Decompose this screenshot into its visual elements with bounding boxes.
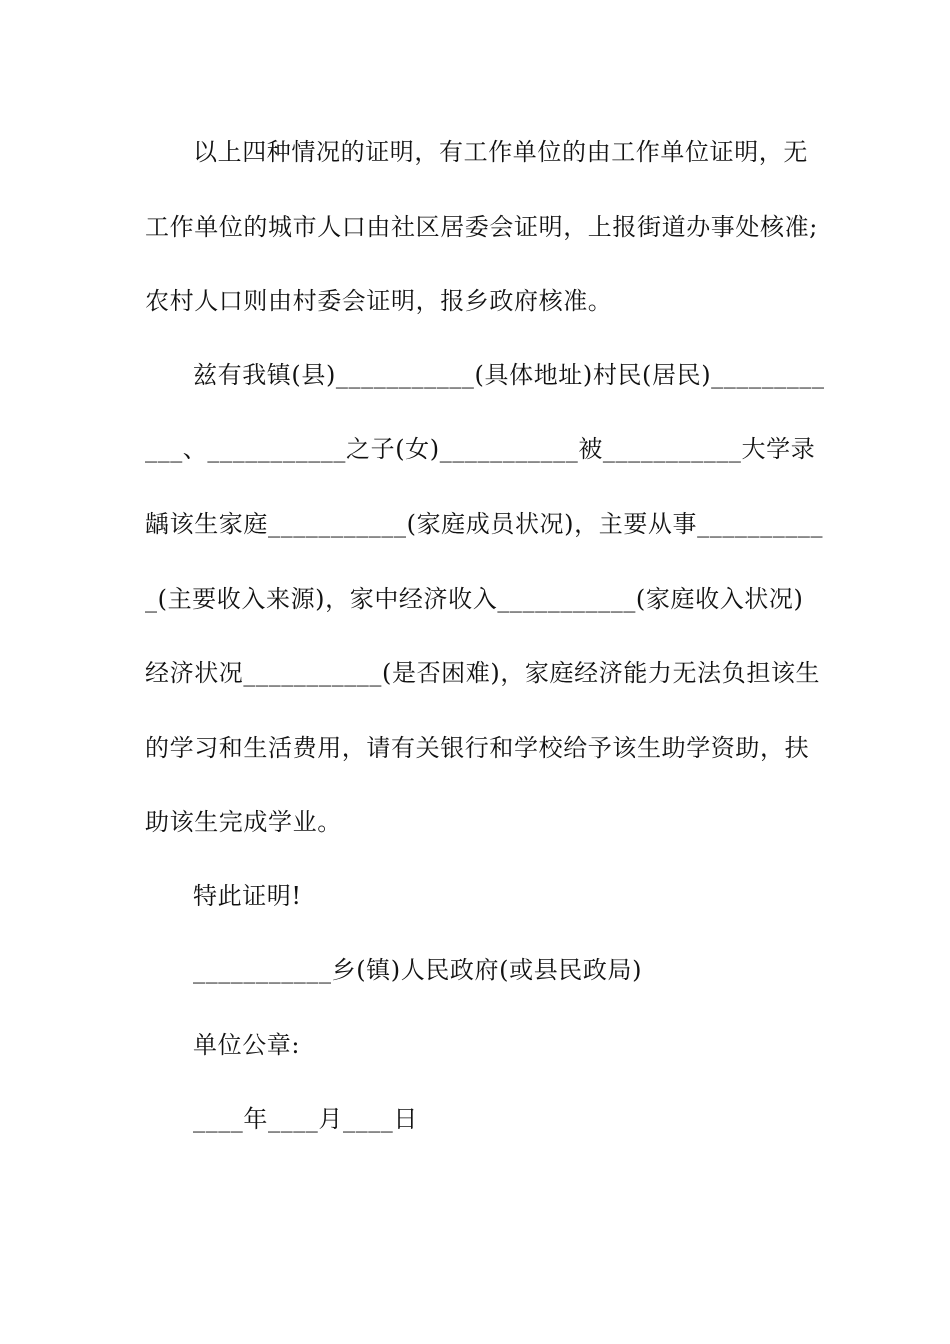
paragraph-1-line-2: 工作单位的城市人口由社区居委会证明，上报街道办事处核准; <box>145 213 818 241</box>
paragraph-2-line-6: 的学习和生活费用，请有关银行和学校给予该生助学资助，扶 <box>145 734 810 762</box>
date-line: ____年____月____日 <box>193 1105 418 1133</box>
paragraph-2-line-3: 龋该生家庭___________(家庭成员状况)，主要从事__________ <box>145 510 824 538</box>
certification-statement: 特此证明! <box>193 882 302 910</box>
paragraph-2-line-1: 兹有我镇(县)___________(具体地址)村民(居民)_________ <box>193 361 825 389</box>
paragraph-2-line-5: 经济状况___________(是否困难)，家庭经济能力无法负担该生 <box>145 659 821 687</box>
paragraph-2-line-2: ___、___________之子(女)___________被___________大学录 <box>145 435 816 463</box>
paragraph-2-line-4: _(主要收入来源)，家中经济收入___________(家庭收入状况) <box>145 585 804 613</box>
paragraph-1-line-3: 农村人口则由村委会证明，报乡政府核准。 <box>145 287 613 315</box>
official-seal-label: 单位公章: <box>193 1031 301 1059</box>
paragraph-2-line-7: 助该生完成学业。 <box>145 808 342 836</box>
paragraph-1-line-1: 以上四种情况的证明，有工作单位的由工作单位证明，无 <box>193 138 808 166</box>
issuing-authority: ___________乡(镇)人民政府(或县民政局) <box>193 956 643 984</box>
